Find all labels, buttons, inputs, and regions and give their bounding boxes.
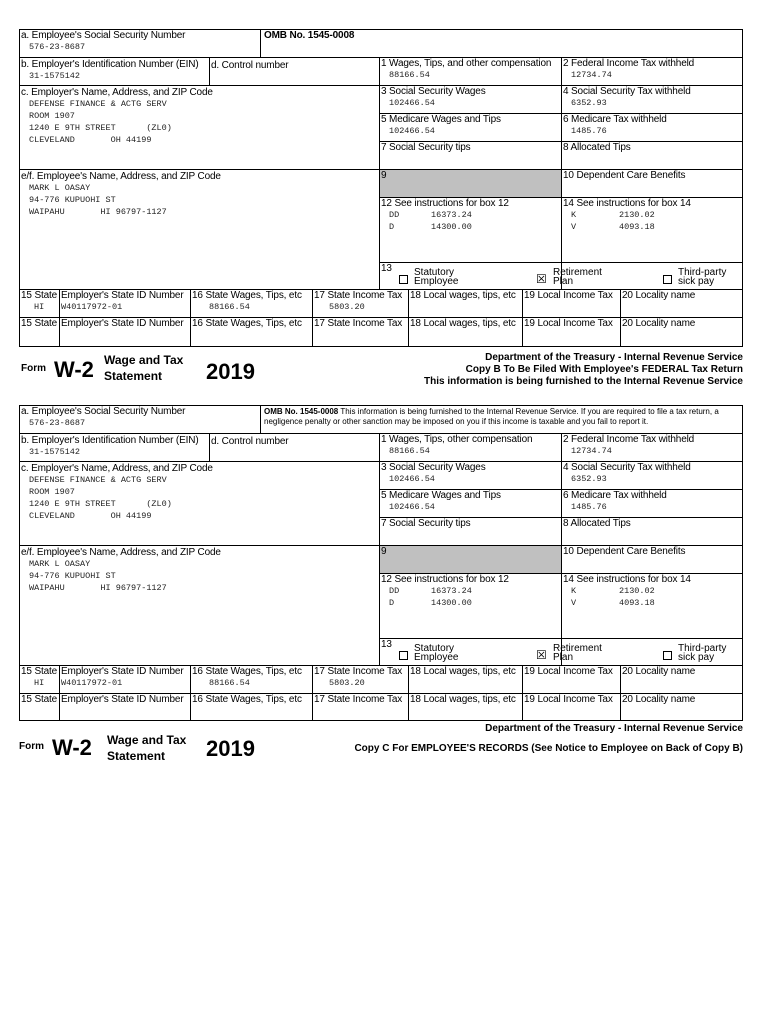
box-20	[621, 666, 743, 694]
label-ssn: a. Employee's Social Security Number	[21, 406, 186, 417]
form-name: Wage and Tax Statement	[107, 733, 187, 763]
retirement-checkbox[interactable]: ☒	[536, 648, 547, 662]
label-box9: 9	[381, 170, 387, 181]
dept-text: Department of the Treasury - Internal Revenue Service	[485, 723, 743, 734]
box-d-control	[210, 58, 380, 86]
value-box16[interactable]: 88166.54	[209, 678, 250, 688]
box-b-ein	[20, 58, 210, 86]
label-employee: e/f. Employee's Name, Address, and ZIP Code	[21, 547, 221, 558]
employer-line[interactable]: DEFENSE FINANCE & ACTG SERV	[29, 99, 167, 109]
box-13	[380, 638, 743, 666]
label-ssn: a. Employee's Social Security Number	[21, 30, 186, 41]
label-box10: 10 Dependent Care Benefits	[563, 170, 686, 181]
box-6	[562, 490, 743, 518]
box-3	[380, 86, 562, 114]
retirement-label: Retirement Plan	[553, 643, 602, 663]
label-box2: 2 Federal Income Tax withheld	[563, 434, 695, 445]
box12-row	[380, 209, 561, 221]
value-box5[interactable]: 102466.54	[389, 502, 435, 512]
label-box14: 14 See instructions for box 14	[563, 198, 691, 209]
box12-amount[interactable]: 16373.24	[431, 210, 472, 220]
label-box6: 6 Medicare Tax withheld	[563, 114, 667, 125]
label-box18: 18 Local wages, tips, etc	[410, 694, 516, 705]
label-state: 15 State	[21, 290, 58, 301]
form-footer	[19, 723, 743, 767]
box12-code[interactable]: DD	[389, 210, 400, 220]
label-box19: 19 Local Income Tax	[524, 666, 613, 677]
box12-row	[380, 585, 561, 597]
label-state: 15 State	[21, 318, 58, 329]
box14-code[interactable]: V	[571, 222, 577, 232]
thirdparty-label: Third-party sick pay	[678, 267, 727, 287]
box-19	[523, 318, 621, 346]
label-state-id: Employer's State ID Number	[61, 694, 184, 705]
label-box12: 12 See instructions for box 12	[381, 574, 509, 585]
omb-notice: This information is being furnished to the Internal Revenue Service. If you are required to file a tax return, a negligence penalty or other sanction may be imposed on you if this income is taxable and you fail to report it.	[264, 407, 719, 426]
statutory-checkbox[interactable]	[399, 275, 408, 284]
statutory-checkbox[interactable]	[399, 651, 408, 660]
value-box1[interactable]: 88166.54	[389, 446, 430, 456]
label-box18: 18 Local wages, tips, etc	[410, 318, 516, 329]
value-state-id[interactable]: W40117972-01	[61, 678, 123, 688]
employee-line[interactable]: MARK L OASAY	[29, 183, 91, 193]
box14-amount[interactable]: 2130.02	[619, 586, 655, 596]
label-employer: c. Employer's Name, Address, and ZIP Code	[21, 463, 213, 474]
value-ssn[interactable]: 576-23-8687	[29, 418, 86, 428]
box12-row	[380, 221, 561, 233]
retirement-label: Retirement Plan	[553, 267, 602, 287]
box-16	[191, 290, 313, 318]
box14-code[interactable]: K	[571, 210, 577, 220]
box-3	[380, 462, 562, 490]
box-17	[313, 666, 409, 694]
box-7	[380, 142, 562, 170]
w2-grid	[19, 29, 743, 347]
retirement-checkbox[interactable]: ☒	[536, 272, 547, 286]
label-box12: 12 See instructions for box 12	[381, 198, 509, 209]
label-box17: 17 State Income Tax	[314, 290, 403, 301]
label-employee: e/f. Employee's Name, Address, and ZIP Code	[21, 171, 221, 182]
value-ein[interactable]: 31-1575142	[29, 447, 81, 457]
box-9	[380, 546, 562, 574]
label-box1: 1 Wages, Tips, and other compensation	[381, 58, 552, 69]
label-box20: 20 Locality name	[622, 666, 696, 677]
box-c-employer	[20, 462, 380, 546]
box-10	[562, 170, 743, 198]
label-box16: 16 State Wages, Tips, etc	[192, 694, 302, 705]
label-box19: 19 Local Income Tax	[524, 290, 613, 301]
value-box2[interactable]: 12734.74	[571, 446, 612, 456]
label-box16: 16 State Wages, Tips, etc	[192, 666, 302, 677]
box-a-ssn	[20, 30, 261, 58]
box14-amount[interactable]: 2130.02	[619, 210, 655, 220]
label-box5: 5 Medicare Wages and Tips	[381, 490, 501, 501]
label-box20: 20 Locality name	[622, 318, 696, 329]
label-box6: 6 Medicare Tax withheld	[563, 490, 667, 501]
employer-line[interactable]: ROOM 1907	[29, 487, 75, 497]
w2-copy-b	[19, 29, 743, 389]
box12-amount[interactable]: 16373.24	[431, 586, 472, 596]
label-box8: 8 Allocated Tips	[563, 142, 631, 153]
box-15-state-id	[60, 290, 191, 318]
box-20	[621, 318, 743, 346]
box-b-ein	[20, 434, 210, 462]
employee-line[interactable]: 94-776 KUPUOHI ST	[29, 195, 116, 205]
label-state: 15 State	[21, 694, 58, 705]
label-box2: 2 Federal Income Tax withheld	[563, 58, 695, 69]
value-state-id[interactable]: W40117972-01	[61, 302, 123, 312]
employer-line[interactable]: CLEVELAND OH 44199	[29, 135, 152, 145]
label-state-id: Employer's State ID Number	[61, 318, 184, 329]
box-16	[191, 666, 313, 694]
value-box6[interactable]: 1485.76	[571, 502, 607, 512]
box-1	[380, 434, 562, 462]
box-20	[621, 290, 743, 318]
label-box1: 1 Wages, Tips, other compensation	[381, 434, 533, 445]
label-box20: 20 Locality name	[622, 694, 696, 705]
value-box16[interactable]: 88166.54	[209, 302, 250, 312]
form-footer	[19, 349, 743, 389]
employer-line[interactable]: DEFENSE FINANCE & ACTG SERV	[29, 475, 167, 485]
omb-box	[261, 30, 743, 58]
box-8	[562, 518, 743, 546]
label-box17: 17 State Income Tax	[314, 666, 403, 677]
w2-copy-c	[19, 405, 743, 765]
box-2	[562, 58, 743, 86]
box-8	[562, 142, 743, 170]
value-box3[interactable]: 102466.54	[389, 474, 435, 484]
label-box10: 10 Dependent Care Benefits	[563, 546, 686, 557]
employee-line[interactable]: 94-776 KUPUOHI ST	[29, 571, 116, 581]
box14-code[interactable]: V	[571, 598, 577, 608]
copy-c-text: Copy C For EMPLOYEE'S RECORDS (See Notice to Employee on Back of Copy B)	[354, 743, 743, 754]
employer-line[interactable]: 1240 E 9TH STREET (ZL0)	[29, 499, 172, 509]
box-4	[562, 86, 743, 114]
label-box4: 4 Social Security Tax withheld	[563, 86, 691, 97]
thirdparty-checkbox[interactable]	[663, 275, 672, 284]
value-box4[interactable]: 6352.93	[571, 474, 607, 484]
label-ein: b. Employer's Identification Number (EIN)	[21, 435, 199, 446]
box-19	[523, 694, 621, 720]
copy-b-text: Department of the Treasury - Internal Revenue Service Copy B To Be Filed With Employee's FEDERAL Tax Return This information is being furnished to the Internal Revenue Service	[424, 352, 743, 387]
box-15-state	[20, 666, 60, 694]
value-ein[interactable]: 31-1575142	[29, 71, 81, 81]
box14-amount[interactable]: 4093.18	[619, 222, 655, 232]
label-box20: 20 Locality name	[622, 290, 696, 301]
box-15-state	[20, 694, 60, 720]
box12-code[interactable]: D	[389, 222, 395, 232]
box-9	[380, 170, 562, 198]
box14-row	[562, 209, 743, 221]
employer-line[interactable]: 1240 E 9TH STREET (ZL0)	[29, 123, 172, 133]
value-box5[interactable]: 102466.54	[389, 126, 435, 136]
box-15-state	[20, 290, 60, 318]
box14-amount[interactable]: 4093.18	[619, 598, 655, 608]
value-box6[interactable]: 1485.76	[571, 126, 607, 136]
form-name: Wage and Tax Statement	[104, 353, 184, 383]
box-7	[380, 518, 562, 546]
form-word: Form	[21, 363, 46, 374]
form-word: Form	[19, 741, 44, 752]
label-box3: 3 Social Security Wages	[381, 86, 486, 97]
label-box16: 16 State Wages, Tips, etc	[192, 290, 302, 301]
value-state[interactable]: HI	[34, 678, 45, 688]
label-box17: 17 State Income Tax	[314, 694, 403, 705]
box-19	[523, 290, 621, 318]
label-box5: 5 Medicare Wages and Tips	[381, 114, 501, 125]
label-box18: 18 Local wages, tips, etc	[410, 290, 516, 301]
box-4	[562, 462, 743, 490]
label-state-id: Employer's State ID Number	[61, 666, 184, 677]
thirdparty-label: Third-party sick pay	[678, 643, 727, 663]
box-2	[562, 434, 743, 462]
box14-code[interactable]: K	[571, 586, 577, 596]
box-15-state-id	[60, 694, 191, 720]
box-ef-employee	[20, 546, 380, 666]
employee-line[interactable]: WAIPAHU HI 96797-1127	[29, 583, 167, 593]
box12-code[interactable]: DD	[389, 586, 400, 596]
omb-number: OMB No. 1545-0008	[264, 407, 339, 416]
box-17	[313, 694, 409, 720]
box-6	[562, 114, 743, 142]
box14-row	[562, 585, 743, 597]
label-ein: b. Employer's Identification Number (EIN)	[21, 59, 199, 70]
label-box14: 14 See instructions for box 14	[563, 574, 691, 585]
label-box19: 19 Local Income Tax	[524, 318, 613, 329]
box14-row	[562, 597, 743, 609]
box-16	[191, 694, 313, 720]
employer-line[interactable]: ROOM 1907	[29, 111, 75, 121]
statutory-label: Statutory Employee	[414, 267, 459, 287]
box-5	[380, 490, 562, 518]
box-18	[409, 694, 523, 720]
label-box16: 16 State Wages, Tips, etc	[192, 318, 302, 329]
value-box17[interactable]: 5803.20	[329, 678, 365, 688]
label-employer: c. Employer's Name, Address, and ZIP Code	[21, 87, 213, 98]
value-box1[interactable]: 88166.54	[389, 70, 430, 80]
box-17	[313, 318, 409, 346]
label-box4: 4 Social Security Tax withheld	[563, 462, 691, 473]
label-box8: 8 Allocated Tips	[563, 518, 631, 529]
box-c-employer	[20, 86, 380, 170]
box12-code[interactable]: D	[389, 598, 395, 608]
box-18	[409, 290, 523, 318]
box-17	[313, 290, 409, 318]
box-16	[191, 318, 313, 346]
employee-line[interactable]: MARK L OASAY	[29, 559, 91, 569]
label-state-id: Employer's State ID Number	[61, 290, 184, 301]
label-box9: 9	[381, 546, 387, 557]
statutory-label: Statutory Employee	[414, 643, 459, 663]
box-15-state-id	[60, 666, 191, 694]
box-10	[562, 546, 743, 574]
omb-notice-text	[261, 406, 743, 427]
label-state: 15 State	[21, 666, 58, 677]
label-box3: 3 Social Security Wages	[381, 462, 486, 473]
label-box18: 18 Local wages, tips, etc	[410, 666, 516, 677]
box-13	[380, 262, 743, 290]
form-code: W-2	[52, 735, 92, 760]
value-ssn[interactable]: 576-23-8687	[29, 42, 86, 52]
box-15-state	[20, 318, 60, 346]
box12-row	[380, 597, 561, 609]
box-a-ssn	[20, 406, 261, 434]
form-year: 2019	[206, 736, 255, 761]
label-box17: 17 State Income Tax	[314, 318, 403, 329]
box-15-state-id	[60, 318, 191, 346]
box12-amount[interactable]: 14300.00	[431, 598, 472, 608]
box-18	[409, 666, 523, 694]
box14-row	[562, 221, 743, 233]
box-19	[523, 666, 621, 694]
label-box7: 7 Social Security tips	[381, 518, 471, 529]
label-control: d. Control number	[211, 436, 289, 447]
label-control: d. Control number	[211, 60, 289, 71]
box-ef-employee	[20, 170, 380, 290]
value-state[interactable]: HI	[34, 302, 45, 312]
box-1	[380, 58, 562, 86]
omb-number: OMB No. 1545-0008	[264, 30, 355, 41]
box-20	[621, 694, 743, 720]
value-box4[interactable]: 6352.93	[571, 98, 607, 108]
label-box19: 19 Local Income Tax	[524, 694, 613, 705]
thirdparty-checkbox[interactable]	[663, 651, 672, 660]
label-box13: 13	[381, 639, 392, 650]
employee-line[interactable]: WAIPAHU HI 96797-1127	[29, 207, 167, 217]
box-5	[380, 114, 562, 142]
employer-line[interactable]: CLEVELAND OH 44199	[29, 511, 152, 521]
box12-amount[interactable]: 14300.00	[431, 222, 472, 232]
form-year: 2019	[206, 359, 255, 384]
box-18	[409, 318, 523, 346]
w2-grid	[19, 405, 743, 721]
label-box7: 7 Social Security tips	[381, 142, 471, 153]
value-box3[interactable]: 102466.54	[389, 98, 435, 108]
value-box17[interactable]: 5803.20	[329, 302, 365, 312]
box-d-control	[210, 434, 380, 462]
omb-box	[261, 406, 743, 434]
label-box13: 13	[381, 263, 392, 274]
form-code: W-2	[54, 357, 94, 382]
value-box2[interactable]: 12734.74	[571, 70, 612, 80]
